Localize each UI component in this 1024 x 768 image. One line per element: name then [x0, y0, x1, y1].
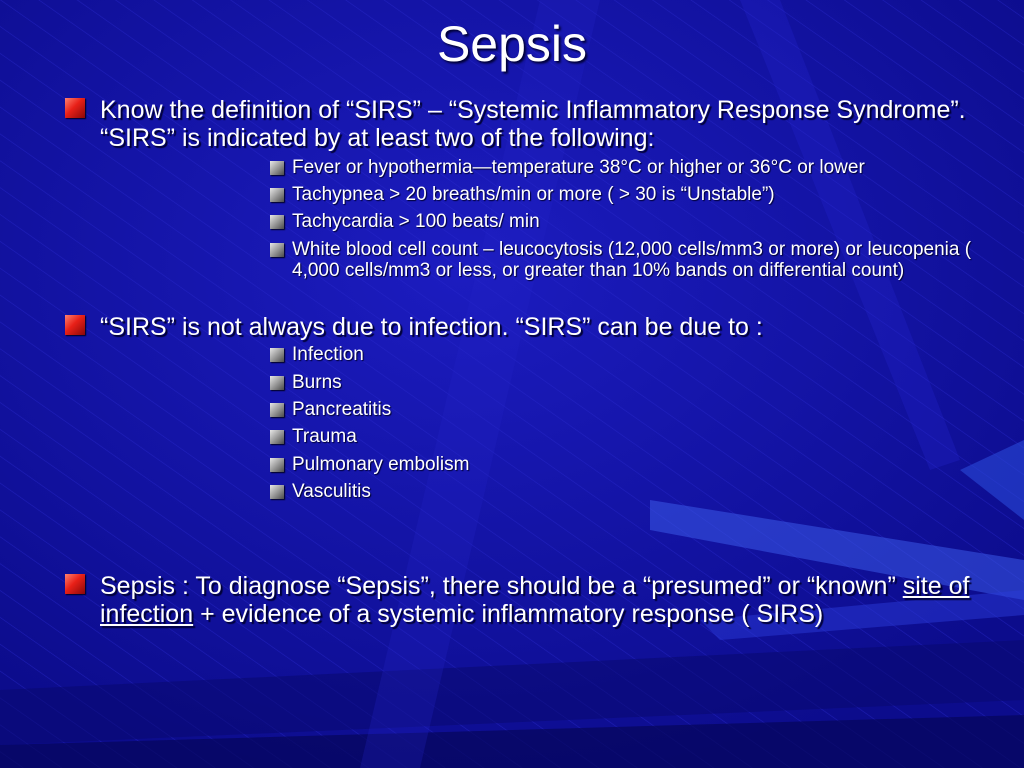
subbullet-text: White blood cell count – leucocytosis (12,000 cells/mm3 or more) or leucopenia ( 4,000 cells/mm3 or less, or greater than 10% bands on differential count) — [292, 239, 972, 281]
bullet-sirs-causes — [100, 313, 980, 341]
gray-square-bullet-icon — [270, 161, 284, 175]
subbullet-text: Pulmonary embolism — [292, 454, 470, 475]
subbullet-pulmonary-embolism — [292, 454, 992, 475]
subbullet-wbc — [292, 239, 992, 281]
subbullet-text: Burns — [292, 372, 342, 393]
subbullet-text: Fever or hypothermia—temperature 38°C or higher or 36°C or lower — [292, 157, 865, 178]
subbullet-trauma — [292, 426, 992, 447]
bullet-text: “SIRS” is not always due to infection. “SIRS” can be due to : — [100, 313, 763, 341]
gray-square-bullet-icon — [270, 243, 284, 257]
subbullet-text: Vasculitis — [292, 481, 371, 502]
gray-square-bullet-icon — [270, 403, 284, 417]
subbullet-text: Infection — [292, 344, 364, 365]
subbullet-fever — [292, 157, 992, 178]
red-square-bullet-icon — [65, 98, 85, 118]
subbullet-tachypnea — [292, 184, 992, 205]
gray-square-bullet-icon — [270, 188, 284, 202]
gray-square-bullet-icon — [270, 485, 284, 499]
bullet-sirs-definition — [100, 96, 980, 152]
red-square-bullet-icon — [65, 315, 85, 335]
gray-square-bullet-icon — [270, 348, 284, 362]
bullet-sepsis-diagnosis — [100, 572, 980, 628]
subbullet-text: Pancreatitis — [292, 399, 392, 420]
site-of-infection-underlined: site of infection — [100, 572, 970, 628]
subbullet-text: Tachycardia > 100 beats/ min — [292, 211, 540, 232]
bullet-text: Know the definition of “SIRS” – “Systemic Inflammatory Response Syndrome”. “SIRS” is indicated by at least two of the following: — [100, 96, 966, 152]
subbullet-burns — [292, 372, 992, 393]
red-square-bullet-icon — [65, 574, 85, 594]
subbullet-infection — [292, 344, 992, 365]
subbullet-text: Trauma — [292, 426, 357, 447]
gray-square-bullet-icon — [270, 215, 284, 229]
subbullet-pancreatitis — [292, 399, 992, 420]
subbullet-text: Tachypnea > 20 breaths/min or more ( > 30 is “Unstable”) — [292, 184, 775, 205]
gray-square-bullet-icon — [270, 458, 284, 472]
bullet-text-before: Sepsis : To diagnose “Sepsis”, there should be a “presumed” or “known” — [100, 572, 903, 600]
slide-title: Sepsis — [436, 16, 588, 72]
subbullet-tachycardia — [292, 211, 992, 232]
gray-square-bullet-icon — [270, 430, 284, 444]
subbullet-vasculitis — [292, 481, 992, 502]
bullet-text-after: + evidence of a systemic inflammatory response ( SIRS) — [193, 600, 824, 628]
gray-square-bullet-icon — [270, 376, 284, 390]
